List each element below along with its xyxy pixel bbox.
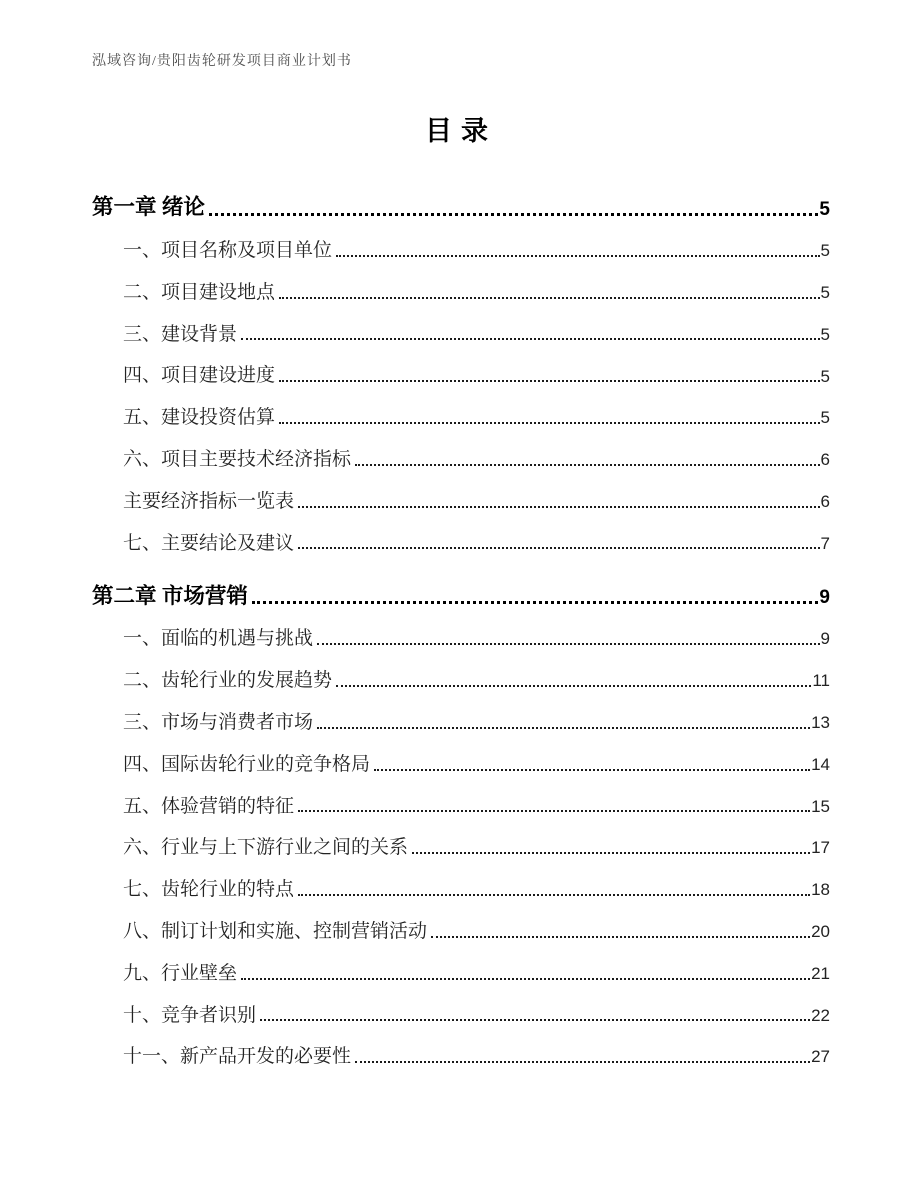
toc-item-label: 主要经济指标一览表 — [123, 490, 295, 512]
toc-item-label: 三、市场与消费者市场 — [123, 711, 314, 733]
toc-item-page-number: 21 — [811, 963, 830, 983]
toc-item-row[interactable] — [123, 1026, 830, 1068]
toc-item-label: 十、竞争者识别 — [123, 1004, 257, 1026]
toc-item-page-number: 5 — [820, 366, 830, 386]
toc-item-list — [123, 220, 830, 554]
toc-item-label: 十一、新产品开发的必要性 — [123, 1046, 352, 1068]
toc-item-label: 七、齿轮行业的特点 — [123, 879, 295, 901]
dotted-leader — [298, 810, 810, 812]
dotted-leader — [298, 894, 810, 896]
toc-item-page-number: 20 — [811, 922, 830, 942]
toc-item-page-number: 11 — [812, 671, 830, 691]
toc-item-label: 一、面临的机遇与挑战 — [123, 628, 314, 650]
dotted-leader — [336, 255, 820, 257]
toc-item-page-number: 6 — [820, 450, 830, 470]
toc-item-page-number: 27 — [811, 1047, 830, 1067]
toc-item-page-number: 22 — [811, 1005, 830, 1025]
toc-item-row[interactable] — [123, 985, 830, 1027]
dotted-leader — [279, 380, 820, 382]
table-of-contents — [92, 184, 830, 1068]
toc-item-label: 五、体验营销的特征 — [123, 795, 295, 817]
page-title: 目录 — [425, 116, 497, 146]
toc-item-row[interactable] — [123, 817, 830, 859]
toc-item-label: 七、主要结论及建议 — [123, 532, 295, 554]
toc-chapter-row[interactable] — [92, 572, 830, 608]
toc-item-page-number: 14 — [811, 754, 830, 774]
dotted-leader — [412, 852, 810, 854]
dotted-leader — [374, 769, 810, 771]
toc-item-row[interactable] — [123, 345, 830, 387]
dotted-leader — [431, 936, 810, 938]
dotted-leader — [336, 685, 811, 687]
toc-item-page-number: 6 — [820, 491, 830, 511]
toc-item-label: 二、项目建设地点 — [123, 281, 276, 303]
toc-item-row[interactable] — [123, 304, 830, 346]
toc-chapter-page-number: 9 — [819, 587, 830, 609]
toc-item-row[interactable] — [123, 608, 830, 650]
toc-item-label: 六、项目主要技术经济指标 — [123, 448, 352, 470]
toc-item-page-number: 5 — [820, 241, 830, 261]
toc-item-page-number: 7 — [820, 533, 830, 553]
toc-chapter-label: 第二章 市场营销 — [92, 583, 248, 608]
toc-item-label: 三、建设背景 — [123, 323, 238, 345]
toc-item-page-number: 13 — [811, 713, 830, 733]
toc-item-page-number: 9 — [820, 629, 830, 649]
toc-item-row[interactable] — [123, 692, 830, 734]
dotted-leader — [241, 338, 820, 340]
toc-chapter-label: 第一章 绪论 — [92, 195, 205, 220]
dotted-leader — [317, 727, 810, 729]
toc-item-row[interactable] — [123, 734, 830, 776]
toc-item-row[interactable] — [123, 429, 830, 471]
toc-chapter-row[interactable] — [92, 184, 830, 220]
toc-item-row[interactable] — [123, 650, 830, 692]
toc-item-label: 八、制订计划和实施、控制营销活动 — [123, 920, 428, 942]
toc-item-label: 五、建设投资估算 — [123, 407, 276, 429]
toc-chapter-page-number: 5 — [819, 199, 830, 221]
toc-item-label: 二、齿轮行业的发展趋势 — [123, 670, 333, 692]
dotted-leader — [355, 1061, 810, 1063]
toc-item-row[interactable] — [123, 901, 830, 943]
toc-item-row[interactable] — [123, 513, 830, 555]
toc-item-label: 一、项目名称及项目单位 — [123, 239, 333, 261]
toc-item-label: 六、行业与上下游行业之间的关系 — [123, 837, 409, 859]
dotted-leader — [298, 506, 820, 508]
toc-item-page-number: 5 — [820, 324, 830, 344]
toc-item-page-number: 17 — [811, 838, 830, 858]
toc-item-list — [123, 608, 830, 1068]
dotted-leader — [317, 643, 820, 645]
dotted-leader — [355, 464, 820, 466]
dotted-leader — [241, 978, 810, 980]
dotted-leader — [209, 213, 819, 216]
toc-item-row[interactable] — [123, 471, 830, 513]
toc-item-page-number: 15 — [811, 796, 830, 816]
toc-item-page-number: 18 — [811, 880, 830, 900]
toc-item-row[interactable] — [123, 943, 830, 985]
toc-item-page-number: 5 — [820, 282, 830, 302]
toc-item-page-number: 5 — [820, 408, 830, 428]
toc-item-row[interactable] — [123, 776, 830, 818]
toc-item-label: 四、项目建设进度 — [123, 365, 276, 387]
dotted-leader — [279, 422, 820, 424]
toc-item-row[interactable] — [123, 387, 830, 429]
toc-item-label: 四、国际齿轮行业的竞争格局 — [123, 753, 371, 775]
toc-item-label: 九、行业壁垒 — [123, 962, 238, 984]
dotted-leader — [252, 601, 819, 604]
toc-item-row[interactable] — [123, 859, 830, 901]
toc-item-row[interactable] — [123, 220, 830, 262]
document-header: 泓域咨询/贵阳齿轮研发项目商业计划书 — [92, 54, 352, 69]
dotted-leader — [260, 1019, 810, 1021]
dotted-leader — [279, 297, 820, 299]
dotted-leader — [298, 547, 820, 549]
toc-item-row[interactable] — [123, 262, 830, 304]
